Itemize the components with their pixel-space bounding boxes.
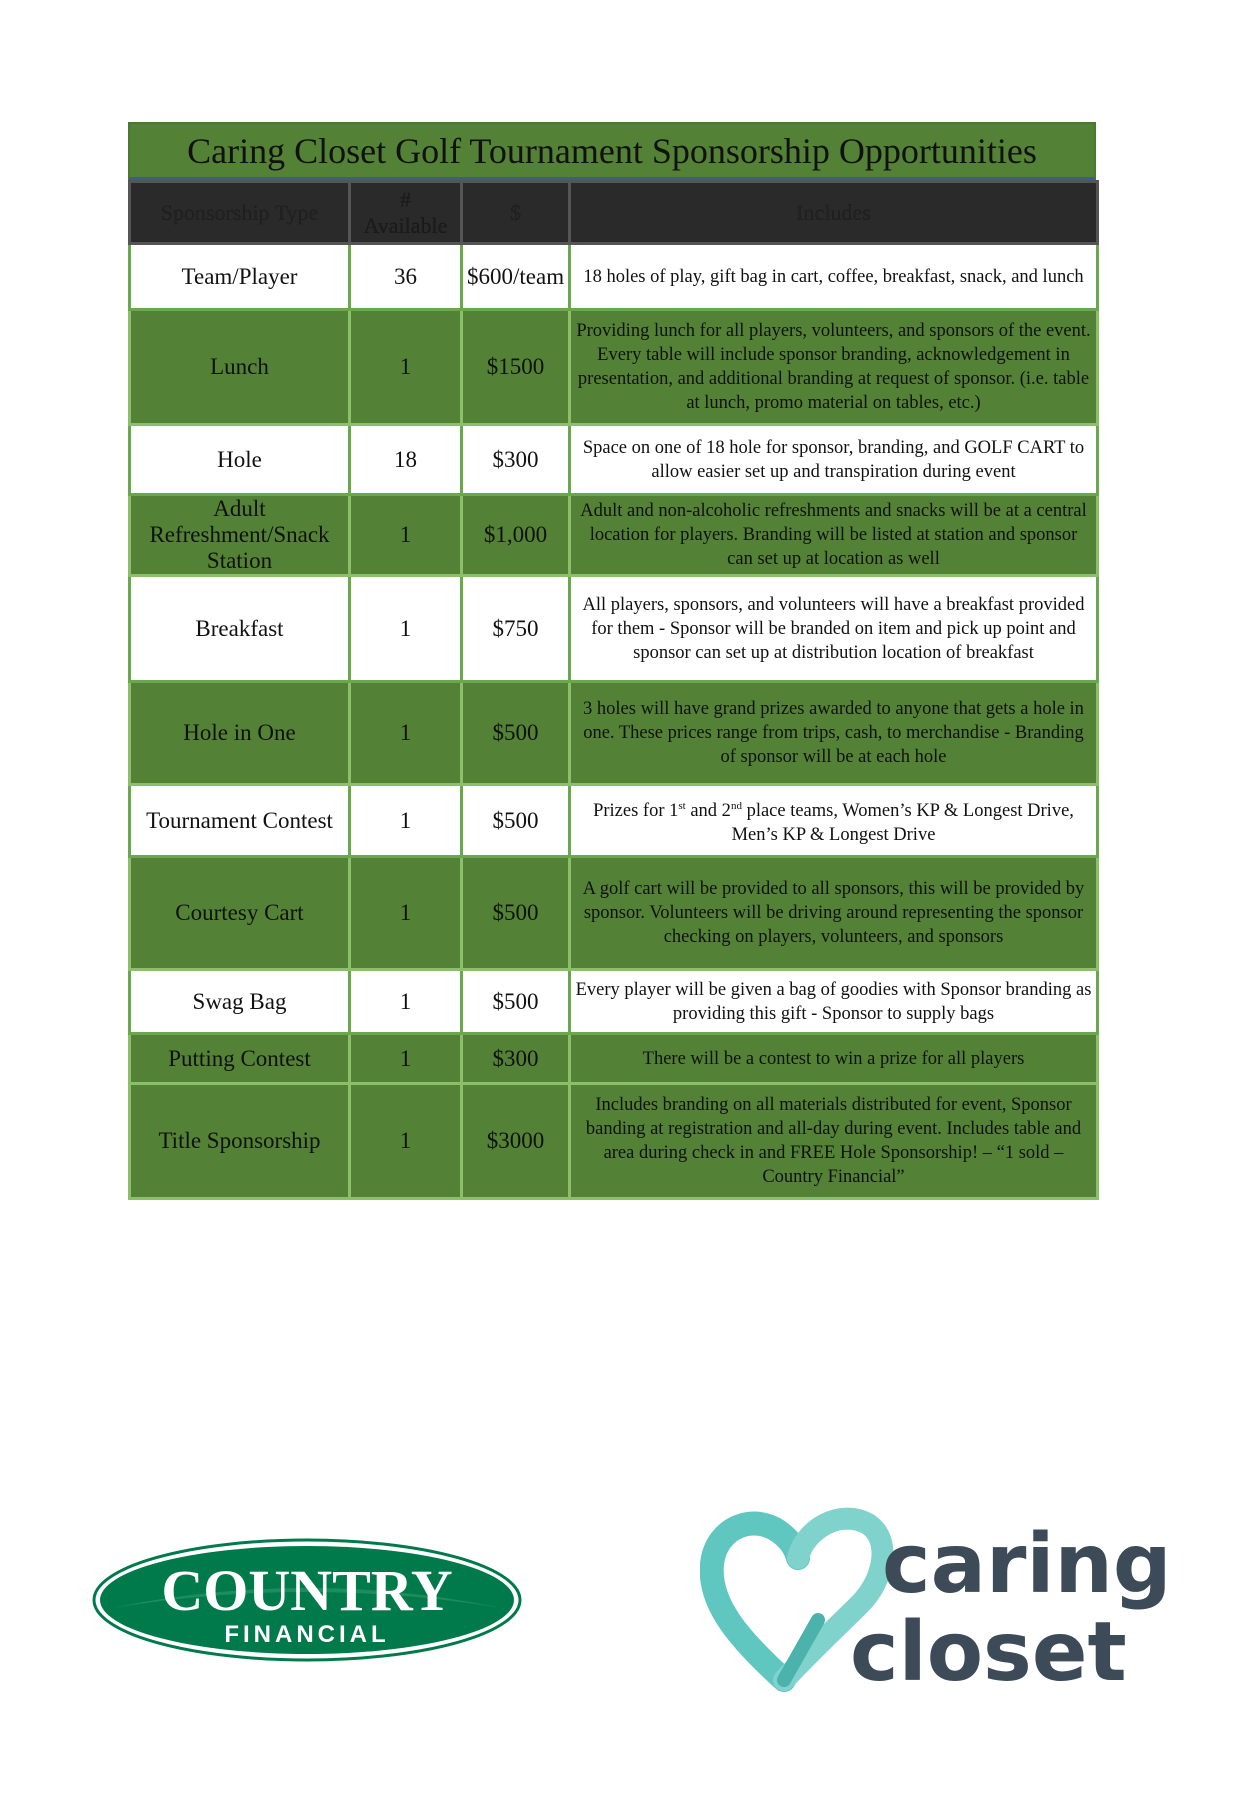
- row-includes: Space on one of 18 hole for sponsor, branding, and GOLF CART to allow easier set up and transpiration during event: [570, 425, 1098, 495]
- header-includes: Includes: [570, 182, 1098, 244]
- contest-includes-sup2: nd: [730, 799, 742, 812]
- row-includes: 18 holes of play, gift bag in cart, coffee, breakfast, snack, and lunch: [570, 244, 1098, 310]
- row-price: $500: [462, 785, 570, 857]
- row-sponsorship-type: Hole: [130, 425, 350, 495]
- row-price: $3000: [462, 1084, 570, 1199]
- header-available-label: Available: [363, 212, 448, 238]
- contest-includes-a: Prizes for 1: [593, 801, 679, 822]
- row-sponsorship-type: Title Sponsorship: [130, 1084, 350, 1199]
- row-sponsorship-type: Putting Contest: [130, 1034, 350, 1084]
- table-row: [130, 785, 1098, 857]
- table-row: [130, 857, 1098, 970]
- row-available: 1: [350, 682, 462, 785]
- row-available: 1: [350, 785, 462, 857]
- row-available: 1: [350, 1034, 462, 1084]
- row-price: $1,000: [462, 495, 570, 576]
- country-financial-logo: [92, 1538, 522, 1662]
- row-includes: Every player will be given a bag of goodies with Sponsor branding as providing this gift - Sponsor to supply bags: [570, 970, 1098, 1034]
- row-price: $750: [462, 576, 570, 682]
- contest-includes-sup1: st: [678, 799, 686, 812]
- country-word: COUNTRY: [161, 1558, 453, 1623]
- row-includes: [570, 785, 1098, 857]
- row-available: 1: [350, 970, 462, 1034]
- row-available: 1: [350, 310, 462, 425]
- row-sponsorship-type: Tournament Contest: [130, 785, 350, 857]
- row-includes: 3 holes will have grand prizes awarded to anyone that gets a hole in one. These prices range from trips, cash, to merchandise - Branding of sponsor will be at each hole: [570, 682, 1098, 785]
- contest-includes-b: and 2: [685, 801, 731, 822]
- table-row: [130, 576, 1098, 682]
- row-sponsorship-type: Swag Bag: [130, 970, 350, 1034]
- header-price: $: [462, 182, 570, 244]
- row-available: 1: [350, 495, 462, 576]
- row-available: 1: [350, 857, 462, 970]
- row-price: $600/team: [462, 244, 570, 310]
- row-sponsorship-type: Breakfast: [130, 576, 350, 682]
- row-price: $500: [462, 970, 570, 1034]
- row-sponsorship-type: Team/Player: [130, 244, 350, 310]
- row-available: 18: [350, 425, 462, 495]
- row-price: $300: [462, 1034, 570, 1084]
- table-row: [130, 682, 1098, 785]
- table-row: [130, 244, 1098, 310]
- financial-word: FINANCIAL: [224, 1621, 390, 1648]
- table-row: [130, 495, 1098, 576]
- header-available-hash: #: [400, 186, 411, 212]
- sponsorship-table: [128, 180, 1099, 1200]
- closet-word: closet: [850, 1605, 1127, 1700]
- row-price: $1500: [462, 310, 570, 425]
- header-row: [130, 182, 1098, 244]
- row-sponsorship-type: Courtesy Cart: [130, 857, 350, 970]
- header-available: [350, 182, 462, 244]
- table-title: Caring Closet Golf Tournament Sponsorship Opportunities: [128, 122, 1096, 180]
- row-price: $300: [462, 425, 570, 495]
- sponsorship-sheet: [128, 122, 1096, 1200]
- row-sponsorship-type: Adult Refreshment/Snack Station: [130, 495, 350, 576]
- row-available: 1: [350, 576, 462, 682]
- logos-area: [0, 1480, 1242, 1720]
- row-includes: All players, sponsors, and volunteers will have a breakfast provided for them - Sponsor will be branded on item and pick up point and sponsor can set up at distribution location of breakfast: [570, 576, 1098, 682]
- table-row: [130, 970, 1098, 1034]
- table-row: [130, 1084, 1098, 1199]
- table-row: [130, 425, 1098, 495]
- row-price: $500: [462, 682, 570, 785]
- row-includes: Adult and non-alcoholic refreshments and snacks will be at a central location for players. Branding will be listed at station and sponsor can set up at location as well: [570, 495, 1098, 576]
- row-includes: There will be a contest to win a prize for all players: [570, 1034, 1098, 1084]
- contest-includes-c: place teams, Women’s KP & Longest Drive, Men’s KP & Longest Drive: [731, 801, 1074, 846]
- row-sponsorship-type: Hole in One: [130, 682, 350, 785]
- row-includes: Includes branding on all materials distributed for event, Sponsor banding at registration and all-day during event. Includes table and area during check in and FREE Hole Sponsorship! – “1 sold – Country Financial”: [570, 1084, 1098, 1199]
- row-includes: A golf cart will be provided to all sponsors, this will be provided by sponsor. Volunteers will be driving around representing the sponsor checking on players, volunteers, and sponsors: [570, 857, 1098, 970]
- table-row: [130, 310, 1098, 425]
- row-includes: Providing lunch for all players, volunteers, and sponsors of the event. Every table will include sponsor branding, acknowledgement in presentation, and additional branding at request of sponsor. (i.e. table at lunch, promo material on tables, etc.): [570, 310, 1098, 425]
- header-sponsorship-type: Sponsorship Type: [130, 182, 350, 244]
- caring-closet-logo: [700, 1500, 1200, 1700]
- row-available: 1: [350, 1084, 462, 1199]
- row-price: $500: [462, 857, 570, 970]
- row-sponsorship-type: Lunch: [130, 310, 350, 425]
- row-available: 36: [350, 244, 462, 310]
- table-row: [130, 1034, 1098, 1084]
- caring-word: caring: [882, 1517, 1172, 1612]
